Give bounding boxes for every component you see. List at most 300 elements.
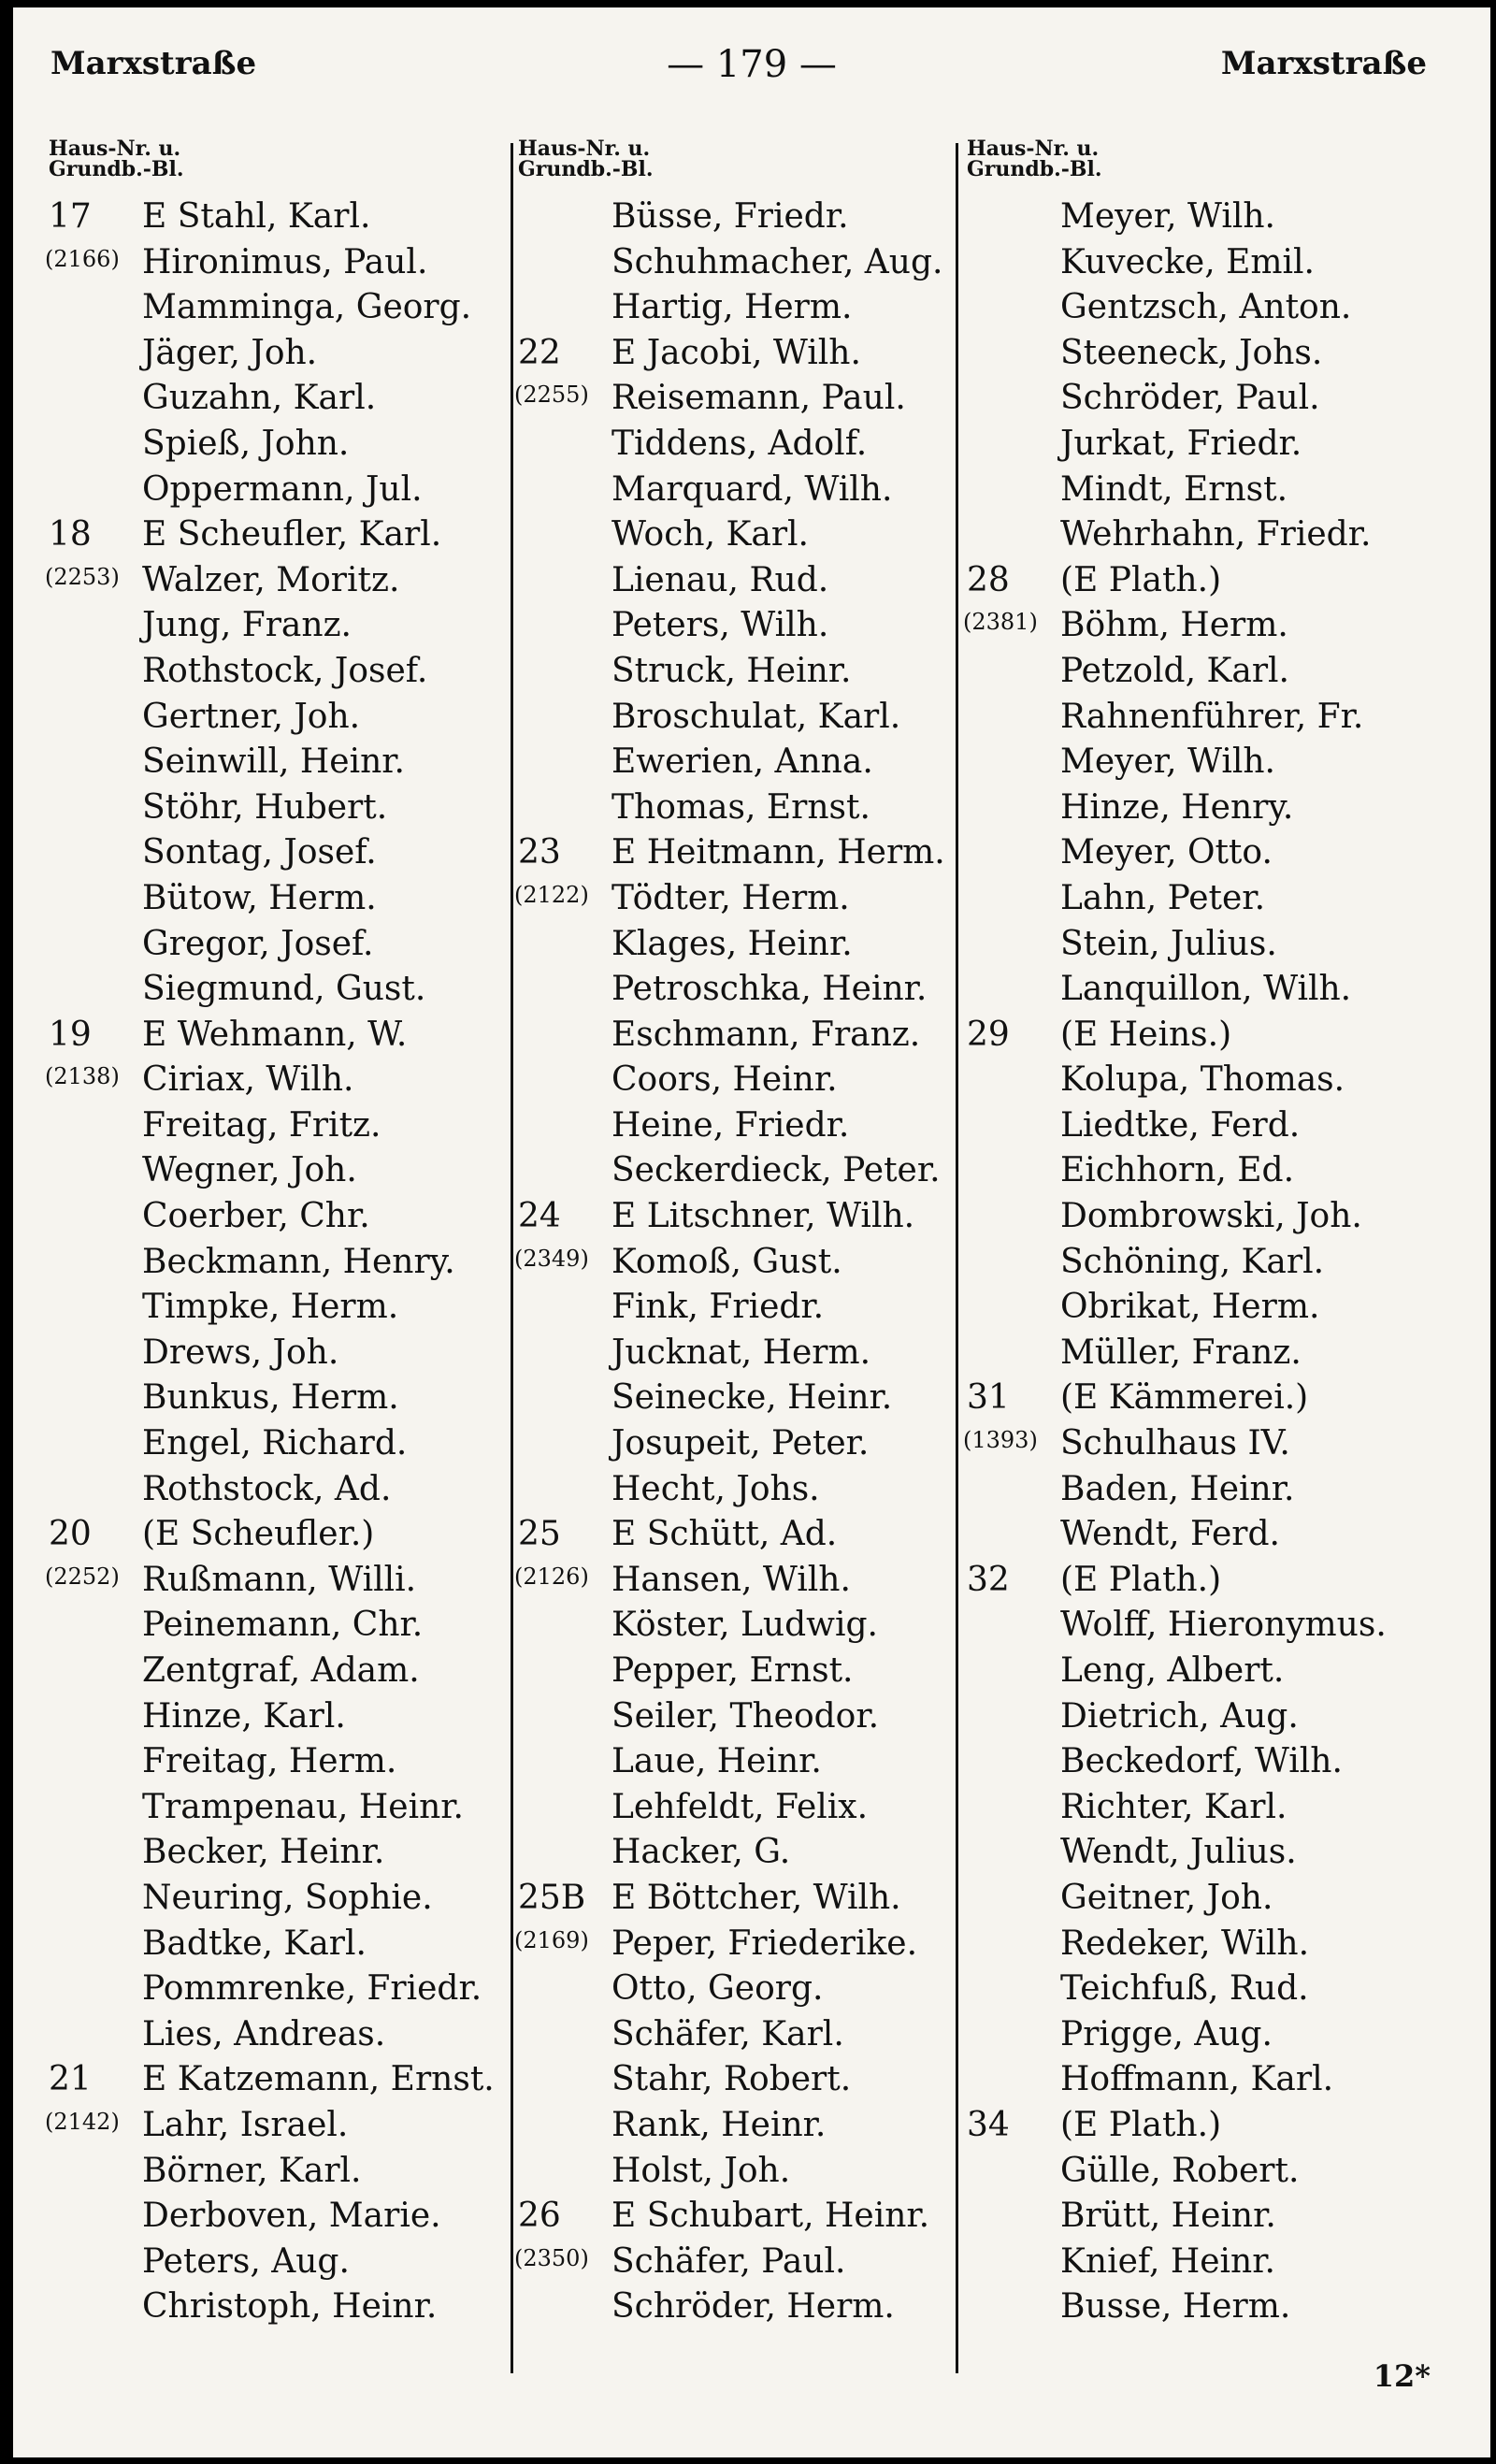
directory-entry bbox=[518, 740, 985, 785]
directory-entry bbox=[49, 785, 516, 831]
directory-entry bbox=[518, 967, 985, 1013]
directory-entry bbox=[967, 876, 1434, 922]
column-header bbox=[967, 138, 1434, 195]
resident-name: Steeneck, Johs. bbox=[1060, 333, 1323, 372]
resident-name: Badtke, Karl. bbox=[142, 1924, 367, 1963]
directory-entry bbox=[967, 558, 1434, 604]
resident-name: E Schütt, Ad. bbox=[611, 1515, 838, 1554]
resident-name: Büsse, Friedr. bbox=[611, 197, 849, 236]
resident-name: Tiddens, Adolf. bbox=[611, 424, 868, 463]
directory-entry bbox=[514, 1558, 985, 1604]
directory-entry bbox=[967, 1148, 1434, 1194]
directory-entry bbox=[49, 1013, 516, 1059]
resident-name: Wehrhahn, Friedr. bbox=[1060, 515, 1372, 555]
house-number: 21 bbox=[49, 2060, 92, 2099]
land-register-number: (2255) bbox=[514, 382, 589, 409]
directory-entry bbox=[49, 1148, 516, 1194]
resident-name: Walzer, Moritz. bbox=[142, 560, 400, 599]
resident-name: Schulhaus IV. bbox=[1060, 1424, 1290, 1463]
directory-entry bbox=[518, 285, 985, 331]
resident-name: E Wehmann, W. bbox=[142, 1015, 408, 1054]
directory-entry bbox=[967, 2103, 1434, 2149]
land-register-number: (1393) bbox=[963, 1427, 1038, 1454]
directory-entry bbox=[967, 1558, 1434, 1604]
resident-name: Knief, Heinr. bbox=[1060, 2241, 1275, 2281]
resident-name: Hansen, Wilh. bbox=[611, 1560, 851, 1599]
resident-name: Gertner, Joh. bbox=[142, 697, 361, 736]
column-header-line: Haus-Nr. u. bbox=[49, 137, 181, 161]
directory-entry bbox=[967, 1739, 1434, 1785]
resident-name: Josupeit, Peter. bbox=[611, 1424, 870, 1463]
resident-name: (E Plath.) bbox=[1060, 560, 1222, 599]
resident-name: Otto, Georg. bbox=[611, 1969, 824, 2009]
house-number: 34 bbox=[967, 2105, 1010, 2144]
resident-name: Leng, Albert. bbox=[1060, 1651, 1285, 1690]
directory-entry bbox=[967, 1058, 1434, 1103]
resident-name: Baden, Heinr. bbox=[1060, 1469, 1295, 1508]
directory-entry bbox=[518, 1467, 985, 1513]
column-header-line: Haus-Nr. u. bbox=[518, 137, 651, 161]
signature-mark: 12* bbox=[1373, 2358, 1431, 2394]
directory-entry bbox=[967, 422, 1434, 468]
resident-name: Ciriax, Wilh. bbox=[142, 1060, 354, 1100]
resident-name: Schröder, Herm. bbox=[611, 2287, 895, 2327]
directory-entry bbox=[45, 558, 516, 604]
directory-entry bbox=[49, 876, 516, 922]
directory-entry bbox=[518, 785, 985, 831]
land-register-number: (2253) bbox=[45, 563, 120, 590]
resident-name: Schröder, Paul. bbox=[1060, 379, 1320, 418]
directory-entry bbox=[967, 2057, 1434, 2103]
directory-entry bbox=[967, 1603, 1434, 1649]
land-register-number: (2169) bbox=[514, 1926, 589, 1953]
resident-name: Schäfer, Karl. bbox=[611, 2014, 844, 2053]
directory-entry bbox=[967, 1649, 1434, 1694]
column-header bbox=[518, 138, 985, 195]
directory-entry bbox=[518, 1694, 985, 1740]
directory-entry bbox=[49, 1285, 516, 1331]
directory-entry bbox=[518, 2057, 985, 2103]
directory-entry bbox=[518, 2284, 985, 2330]
resident-name: Freitag, Herm. bbox=[142, 1742, 397, 1781]
directory-entry bbox=[49, 376, 516, 422]
directory-entry bbox=[967, 740, 1434, 785]
resident-name: Wendt, Ferd. bbox=[1060, 1515, 1280, 1554]
directory-entry bbox=[514, 876, 985, 922]
resident-name: Richter, Karl. bbox=[1060, 1787, 1287, 1826]
resident-name: Siegmund, Gust. bbox=[142, 970, 426, 1009]
resident-name: Lanquillon, Wilh. bbox=[1060, 970, 1352, 1009]
resident-name: Hecht, Johs. bbox=[611, 1469, 820, 1508]
directory-entry bbox=[49, 512, 516, 558]
directory-entry bbox=[518, 830, 985, 876]
directory-entry bbox=[967, 830, 1434, 876]
directory-entry bbox=[49, 1603, 516, 1649]
directory-entry bbox=[49, 1421, 516, 1467]
resident-name: Petroschka, Heinr. bbox=[611, 970, 928, 1009]
directory-entry bbox=[49, 1830, 516, 1876]
resident-name: Prigge, Aug. bbox=[1060, 2014, 1273, 2053]
resident-name: Engel, Richard. bbox=[142, 1424, 408, 1463]
resident-name: Derboven, Marie. bbox=[142, 2197, 441, 2236]
directory-entry bbox=[49, 1922, 516, 1967]
directory-entry bbox=[518, 1285, 985, 1331]
resident-name: Stahr, Robert. bbox=[611, 2060, 852, 2099]
directory-entry bbox=[967, 922, 1434, 968]
directory-entry bbox=[967, 1013, 1434, 1059]
directory-entry bbox=[967, 1876, 1434, 1922]
directory-entry bbox=[45, 240, 516, 286]
house-number: 17 bbox=[49, 197, 92, 236]
directory-entry bbox=[967, 1331, 1434, 1376]
resident-name: Drews, Joh. bbox=[142, 1333, 339, 1372]
resident-name: Kuvecke, Emil. bbox=[1060, 242, 1315, 281]
directory-entry bbox=[518, 922, 985, 968]
resident-name: Teichfuß, Rud. bbox=[1060, 1969, 1309, 2009]
directory-entry bbox=[518, 331, 985, 377]
resident-name: Meyer, Wilh. bbox=[1060, 197, 1275, 236]
house-number: 28 bbox=[967, 560, 1010, 599]
resident-name: E Scheufler, Karl. bbox=[142, 515, 442, 555]
resident-name: Gregor, Josef. bbox=[142, 924, 374, 963]
directory-entry bbox=[518, 1830, 985, 1876]
directory-entry bbox=[518, 1376, 985, 1421]
resident-name: Böhm, Herm. bbox=[1060, 606, 1288, 645]
resident-name: Wegner, Joh. bbox=[142, 1151, 357, 1190]
directory-entry bbox=[49, 1331, 516, 1376]
directory-entry bbox=[49, 422, 516, 468]
resident-name: Seckerdieck, Peter. bbox=[611, 1151, 941, 1190]
directory-entry bbox=[514, 1240, 985, 1286]
resident-name: Börner, Karl. bbox=[142, 2151, 362, 2190]
resident-name: Trampenau, Heinr. bbox=[142, 1787, 464, 1826]
house-number: 32 bbox=[967, 1560, 1010, 1599]
directory-entry bbox=[49, 1739, 516, 1785]
resident-name: Hinze, Henry. bbox=[1060, 787, 1294, 827]
land-register-number: (2349) bbox=[514, 1245, 589, 1272]
directory-entry bbox=[49, 830, 516, 876]
resident-name: Brütt, Heinr. bbox=[1060, 2197, 1276, 2236]
resident-name: Geitner, Joh. bbox=[1060, 1878, 1273, 1917]
resident-name: Woch, Karl. bbox=[611, 515, 809, 555]
directory-entry bbox=[518, 649, 985, 695]
resident-name: Becker, Heinr. bbox=[142, 1833, 385, 1872]
directory-entry bbox=[518, 1013, 985, 1059]
directory-entry bbox=[967, 1785, 1434, 1831]
directory-entry bbox=[514, 376, 985, 422]
resident-name: Hoffmann, Karl. bbox=[1060, 2060, 1334, 2099]
directory-entry bbox=[967, 1967, 1434, 2012]
directory-entry bbox=[967, 285, 1434, 331]
resident-name: Rothstock, Josef. bbox=[142, 651, 428, 690]
resident-name: Rußmann, Willi. bbox=[142, 1560, 417, 1599]
directory-entry bbox=[49, 603, 516, 649]
directory-entry bbox=[49, 1467, 516, 1513]
resident-name: Zentgraf, Adam. bbox=[142, 1651, 420, 1690]
resident-name: Meyer, Otto. bbox=[1060, 833, 1273, 872]
directory-entry bbox=[518, 422, 985, 468]
resident-name: Rothstock, Ad. bbox=[142, 1469, 392, 1508]
directory-entry bbox=[49, 1876, 516, 1922]
resident-name: Wendt, Julius. bbox=[1060, 1833, 1297, 1872]
resident-name: Reisemann, Paul. bbox=[611, 379, 906, 418]
directory-entry bbox=[967, 331, 1434, 377]
resident-name: Beckmann, Henry. bbox=[142, 1242, 455, 1281]
resident-name: Wolff, Hieronymus. bbox=[1060, 1606, 1387, 1645]
resident-name: Tödter, Herm. bbox=[611, 878, 850, 917]
running-head-right: Marxstraße bbox=[1220, 45, 1427, 82]
house-number: 25B bbox=[518, 1878, 586, 1917]
directory-entry bbox=[963, 1421, 1434, 1467]
directory-entry bbox=[518, 1331, 985, 1376]
directory-entry bbox=[45, 1558, 516, 1604]
directory-entry bbox=[967, 785, 1434, 831]
directory-entry bbox=[518, 1194, 985, 1240]
directory-entry bbox=[967, 649, 1434, 695]
directory-entry bbox=[518, 512, 985, 558]
resident-name: Hartig, Herm. bbox=[611, 288, 853, 327]
land-register-number: (2166) bbox=[45, 245, 120, 272]
resident-name: Liedtke, Ferd. bbox=[1060, 1105, 1301, 1145]
directory-entry bbox=[518, 603, 985, 649]
house-number: 29 bbox=[967, 1015, 1010, 1054]
directory-entry bbox=[49, 695, 516, 741]
directory-entry bbox=[518, 2194, 985, 2240]
resident-name: Peters, Aug. bbox=[142, 2241, 350, 2281]
resident-name: E Litschner, Wilh. bbox=[611, 1197, 915, 1236]
directory-entry bbox=[967, 1194, 1434, 1240]
directory-page bbox=[13, 7, 1490, 2457]
directory-entry bbox=[514, 2240, 985, 2285]
directory-entry bbox=[49, 1512, 516, 1558]
resident-name: Bunkus, Herm. bbox=[142, 1378, 399, 1418]
column-header-line: Grundb.-Bl. bbox=[967, 157, 1102, 181]
resident-name: Ewerien, Anna. bbox=[611, 742, 873, 782]
directory-entry bbox=[49, 2284, 516, 2330]
resident-name: Schuhmacher, Aug. bbox=[611, 242, 943, 281]
resident-name: Gentzsch, Anton. bbox=[1060, 288, 1352, 327]
resident-name: Jung, Franz. bbox=[142, 606, 352, 645]
resident-name: Laue, Heinr. bbox=[611, 1742, 822, 1781]
resident-name: Rahnenführer, Fr. bbox=[1060, 697, 1364, 736]
resident-name: Jurkat, Friedr. bbox=[1060, 424, 1302, 463]
resident-name: Coerber, Chr. bbox=[142, 1197, 370, 1236]
land-register-number: (2138) bbox=[45, 1063, 120, 1090]
house-number: 24 bbox=[518, 1197, 561, 1236]
house-number: 22 bbox=[518, 333, 561, 372]
column-header-line: Grundb.-Bl. bbox=[49, 157, 184, 181]
resident-name: Gülle, Robert. bbox=[1060, 2151, 1300, 2190]
resident-name: Struck, Heinr. bbox=[611, 651, 852, 690]
directory-entry bbox=[49, 1694, 516, 1740]
resident-name: (E Kämmerei.) bbox=[1060, 1378, 1309, 1418]
land-register-number: (2126) bbox=[514, 1563, 589, 1590]
resident-name: Lienau, Rud. bbox=[611, 560, 829, 599]
directory-entry bbox=[518, 1512, 985, 1558]
directory-entry bbox=[967, 240, 1434, 286]
resident-name: Bütow, Herm. bbox=[142, 878, 377, 917]
resident-name: Hacker, G. bbox=[611, 1833, 791, 1872]
resident-name: Pommrenke, Friedr. bbox=[142, 1969, 482, 2009]
directory-entry bbox=[49, 195, 516, 240]
column-header-line: Grundb.-Bl. bbox=[518, 157, 654, 181]
directory-entry bbox=[967, 2012, 1434, 2058]
resident-name: Peinemann, Chr. bbox=[142, 1606, 424, 1645]
column-2 bbox=[514, 137, 985, 2330]
directory-entry bbox=[967, 376, 1434, 422]
directory-entry bbox=[49, 2149, 516, 2195]
resident-name: E Böttcher, Wilh. bbox=[611, 1878, 901, 1917]
resident-name: Oppermann, Jul. bbox=[142, 469, 423, 509]
directory-entry bbox=[518, 1148, 985, 1194]
directory-entry bbox=[49, 2012, 516, 2058]
directory-entry bbox=[518, 558, 985, 604]
resident-name: Klages, Heinr. bbox=[611, 924, 853, 963]
house-number: 23 bbox=[518, 833, 561, 872]
house-number: 19 bbox=[49, 1015, 92, 1054]
resident-name: Mamminga, Georg. bbox=[142, 288, 472, 327]
directory-entry bbox=[518, 1421, 985, 1467]
directory-entry bbox=[518, 2149, 985, 2195]
resident-name: Peters, Wilh. bbox=[611, 606, 829, 645]
directory-entry bbox=[967, 1240, 1434, 1286]
directory-entry bbox=[518, 1103, 985, 1149]
resident-name: Sontag, Josef. bbox=[142, 833, 377, 872]
resident-name: Marquard, Wilh. bbox=[611, 469, 893, 509]
directory-entry bbox=[49, 1785, 516, 1831]
resident-name: Pepper, Ernst. bbox=[611, 1651, 854, 1690]
directory-entry bbox=[49, 740, 516, 785]
resident-name: Lies, Andreas. bbox=[142, 2014, 386, 2053]
directory-entry bbox=[967, 1694, 1434, 1740]
resident-name: Schäfer, Paul. bbox=[611, 2241, 846, 2281]
resident-name: Stein, Julius. bbox=[1060, 924, 1277, 963]
directory-entry bbox=[967, 967, 1434, 1013]
resident-name: (E Heins.) bbox=[1060, 1015, 1232, 1054]
resident-name: Komoß, Gust. bbox=[611, 1242, 842, 1281]
resident-name: Seiler, Theodor. bbox=[611, 1696, 880, 1736]
resident-name: Coors, Heinr. bbox=[611, 1060, 838, 1100]
directory-entry bbox=[49, 1376, 516, 1421]
resident-name: Guzahn, Karl. bbox=[142, 379, 377, 418]
directory-entry bbox=[518, 1967, 985, 2012]
directory-entry bbox=[45, 2103, 516, 2149]
directory-entry bbox=[967, 2240, 1434, 2285]
directory-entry bbox=[49, 1967, 516, 2012]
directory-entry bbox=[49, 1240, 516, 1286]
resident-name: Lehfeldt, Felix. bbox=[611, 1787, 869, 1826]
directory-entry bbox=[967, 1467, 1434, 1513]
directory-entry bbox=[967, 1376, 1434, 1421]
resident-name: E Heitmann, Herm. bbox=[611, 833, 945, 872]
resident-name: Schöning, Karl. bbox=[1060, 1242, 1325, 1281]
resident-name: Eschmann, Franz. bbox=[611, 1015, 921, 1054]
resident-name: Busse, Herm. bbox=[1060, 2287, 1291, 2327]
resident-name: Obrikat, Herm. bbox=[1060, 1288, 1320, 1327]
land-register-number: (2350) bbox=[514, 2244, 589, 2271]
resident-name: Fink, Friedr. bbox=[611, 1288, 825, 1327]
directory-entry bbox=[518, 1739, 985, 1785]
resident-name: E Stahl, Karl. bbox=[142, 197, 371, 236]
resident-name: Petzold, Karl. bbox=[1060, 651, 1289, 690]
resident-name: Köster, Ludwig. bbox=[611, 1606, 878, 1645]
directory-entry bbox=[49, 649, 516, 695]
resident-name: Beckedorf, Wilh. bbox=[1060, 1742, 1343, 1781]
resident-name: Müller, Franz. bbox=[1060, 1333, 1302, 1372]
resident-name: Meyer, Wilh. bbox=[1060, 742, 1275, 782]
directory-entry bbox=[49, 2057, 516, 2103]
house-number: 20 bbox=[49, 1515, 92, 1554]
directory-entry bbox=[967, 468, 1434, 513]
directory-entry bbox=[963, 603, 1434, 649]
directory-entry bbox=[518, 240, 985, 286]
directory-entry bbox=[967, 2149, 1434, 2195]
resident-name: Seinecke, Heinr. bbox=[611, 1378, 893, 1418]
resident-name: Holst, Joh. bbox=[611, 2151, 791, 2190]
directory-entry bbox=[49, 331, 516, 377]
house-number: 31 bbox=[967, 1378, 1010, 1418]
directory-entry bbox=[518, 1785, 985, 1831]
resident-name: (E Scheufler.) bbox=[142, 1515, 375, 1554]
resident-name: Hinze, Karl. bbox=[142, 1696, 346, 1736]
directory-entry bbox=[49, 1649, 516, 1694]
directory-entry bbox=[967, 195, 1434, 240]
directory-entry bbox=[967, 1512, 1434, 1558]
directory-entry bbox=[49, 468, 516, 513]
directory-entry bbox=[518, 695, 985, 741]
resident-name: E Jacobi, Wilh. bbox=[611, 333, 861, 372]
directory-entry bbox=[967, 512, 1434, 558]
resident-name: Kolupa, Thomas. bbox=[1060, 1060, 1345, 1100]
resident-name: Jucknat, Herm. bbox=[611, 1333, 871, 1372]
column-header-line: Haus-Nr. u. bbox=[967, 137, 1100, 161]
land-register-number: (2142) bbox=[45, 2108, 120, 2135]
resident-name: Hironimus, Paul. bbox=[142, 242, 428, 281]
directory-entry bbox=[967, 1830, 1434, 1876]
directory-entry bbox=[518, 2103, 985, 2149]
directory-entry bbox=[518, 2012, 985, 2058]
resident-name: Jäger, Joh. bbox=[142, 333, 318, 372]
resident-name: Spieß, John. bbox=[142, 424, 350, 463]
resident-name: Dombrowski, Joh. bbox=[1060, 1197, 1362, 1236]
resident-name: Lahn, Peter. bbox=[1060, 878, 1266, 917]
resident-name: Peper, Friederike. bbox=[611, 1924, 918, 1963]
directory-entry bbox=[518, 1649, 985, 1694]
resident-name: E Schubart, Heinr. bbox=[611, 2197, 930, 2236]
directory-entry bbox=[45, 1058, 516, 1103]
resident-name: Seinwill, Heinr. bbox=[142, 742, 406, 782]
directory-entry bbox=[518, 1058, 985, 1103]
resident-name: Thomas, Ernst. bbox=[611, 787, 870, 827]
resident-name: Eichhorn, Ed. bbox=[1060, 1151, 1295, 1190]
directory-entry bbox=[967, 1285, 1434, 1331]
directory-entry bbox=[49, 1194, 516, 1240]
directory-entry bbox=[967, 695, 1434, 741]
resident-name: Rank, Heinr. bbox=[611, 2105, 827, 2144]
resident-name: Freitag, Fritz. bbox=[142, 1105, 381, 1145]
page-number: — 179 — bbox=[667, 43, 837, 86]
resident-name: Mindt, Ernst. bbox=[1060, 469, 1288, 509]
directory-entry bbox=[49, 967, 516, 1013]
directory-entry bbox=[967, 2284, 1434, 2330]
resident-name: Stöhr, Hubert. bbox=[142, 787, 388, 827]
resident-name: E Katzemann, Ernst. bbox=[142, 2060, 495, 2099]
house-number: 26 bbox=[518, 2197, 561, 2236]
land-register-number: (2122) bbox=[514, 881, 589, 908]
directory-entry bbox=[49, 2240, 516, 2285]
directory-entry bbox=[967, 1922, 1434, 1967]
directory-entry bbox=[967, 2194, 1434, 2240]
